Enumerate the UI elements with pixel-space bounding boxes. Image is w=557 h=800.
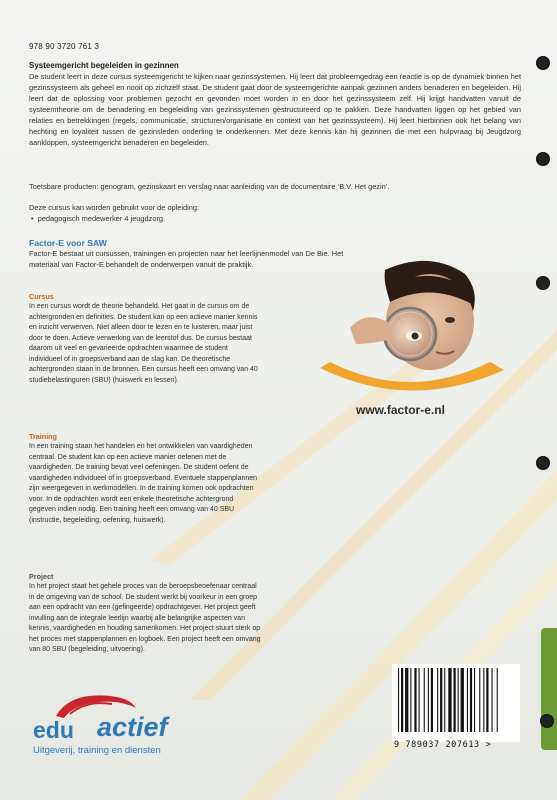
binder-hole-middle — [536, 276, 550, 290]
bullet-icon: • — [31, 214, 38, 223]
binder-hole-upper — [536, 152, 550, 166]
green-edge-tab — [541, 628, 557, 750]
intro-paragraph: De student leert in deze cursus systeemgericht te kijken naar gezinssystemen. Hij leert dat probleemgedrag een reactie is op de dynamiek binnen het gezinssysteem als geheel en nooit op zichzelf staat. De student gaat door de systeemgerichte aanpak gezinnen anders benaderen en begeleiden. Hij leert dat de oplossing voor problemen gezocht en gevonden moet worden in en door het gezinssysteem zelf. Hij krijgt handvatten vanuit de systeemtheorie om de benadering en begeleiding van gezinssystemen gestructureerd op te pakken. Deze handvatten liggen op het gebied van relaties en betrekkingen (regels, communicatie, structuren/organisatie en context van het gezinssysteem). Hij leert hierbinnen ook het belang van hechting en loyaliteit tussen de gezinsleden onderling te onderkennen. Met deze kennis kan hij gezinnen die met een hulpvraag bij Jeugdzorg aankloppen, systeemgericht benaderen en begeleiden. — [29, 72, 521, 147]
publisher-tagline: Uitgeverij, training en diensten — [33, 745, 161, 756]
cursus-heading: Cursus — [29, 292, 54, 301]
barcode-number: 9 789037 207613 > — [394, 740, 492, 750]
binder-hole-lower — [536, 456, 550, 470]
child-magnifier-photo — [290, 252, 504, 402]
isbn: 978 90 3720 761 3 — [29, 42, 100, 51]
logo-edu: edu — [33, 717, 74, 743]
barcode — [392, 664, 520, 742]
project-heading: Project — [29, 572, 54, 581]
bullet-text: pedagogisch medewerker 4 jeugdzorg. — [37, 214, 166, 223]
website-url[interactable]: www.factor-e.nl — [356, 403, 445, 417]
binder-hole-top — [536, 56, 550, 70]
project-text: In het project staat het gehele proces van de beroepsbeoefenaar centraal in de omgeving van de school. De student werkt bij voorkeur in een groep aan een opdracht van een (gefingeerde) opdrachtgever. Het project geeft invulling aan de integrale leerlijn waarbij alle belangrijke aspecten van kennis, vaardigheden en houding samenkomen. Het project stuurt sterk op het proces met stappenplannen en logboek. Een project heeft een omvang van 80 SBU (begeleiding, uitvoering). — [29, 583, 261, 653]
factor-title: Factor-E voor SAW — [29, 238, 107, 248]
cursus-text: In een cursus wordt de theorie behandeld. Het gaat in de cursus om de achtergronden en definities. De student kan op een actieve manier kennis en inzicht verwerven. Niet alleen door te lezen en te luisteren, maar juist door te doen. Actieve verwerking van de leerstof dus. De cursus bestaat daarom uit veel en gevarieerde opdrachten waarmee de student individueel of in groepsverband aan de slag kan. De theoretische achtergronden staan in de bronnen. Een cursus heeft een omvang van 40 studiebelastinguren (SBU) (huiswerk en lessen). — [29, 303, 258, 384]
training-heading: Training — [29, 432, 57, 441]
training-text: In een training staan het handelen en het ontwikkelen van vaardigheden centraal. De student kan op een actieve manier oefenen met de vaardigheden. De training bevat veel oefeningen. De student oefent de vaardigheden individueel of in groepsverband. Eventuele stappenplannen zijn weergegeven in werkmodellen. In de training komen ook opdrachten voor. In de opdrachten wordt een enkele theoretische achtergrond gegeven indien nodig. Een training heeft een omvang van 40 SBU (instructie, begeleiding, oefening, huiswerk). — [29, 443, 258, 524]
products-text: Toetsbare producten: genogram, gezinskaart en verslag naar aanleiding van de documentaire ‘B.V. Het gezin’. — [29, 182, 390, 191]
binder-hole-bottom — [540, 714, 554, 728]
factor-text: Factor-E bestaat uit cursussen, trainingen en projecten naar het leerlijnenmodel van De Bie. Het materiaal van Factor-E behandelt de onderwerpen vanuit de praktijk. — [29, 249, 344, 269]
course-title: Systeemgericht begeleiden in gezinnen — [29, 61, 179, 70]
logo-actief: actief — [97, 712, 168, 742]
education-bullet — [31, 214, 165, 223]
usage-text: Deze cursus kan worden gebruikt voor de opleiding: — [29, 203, 200, 212]
